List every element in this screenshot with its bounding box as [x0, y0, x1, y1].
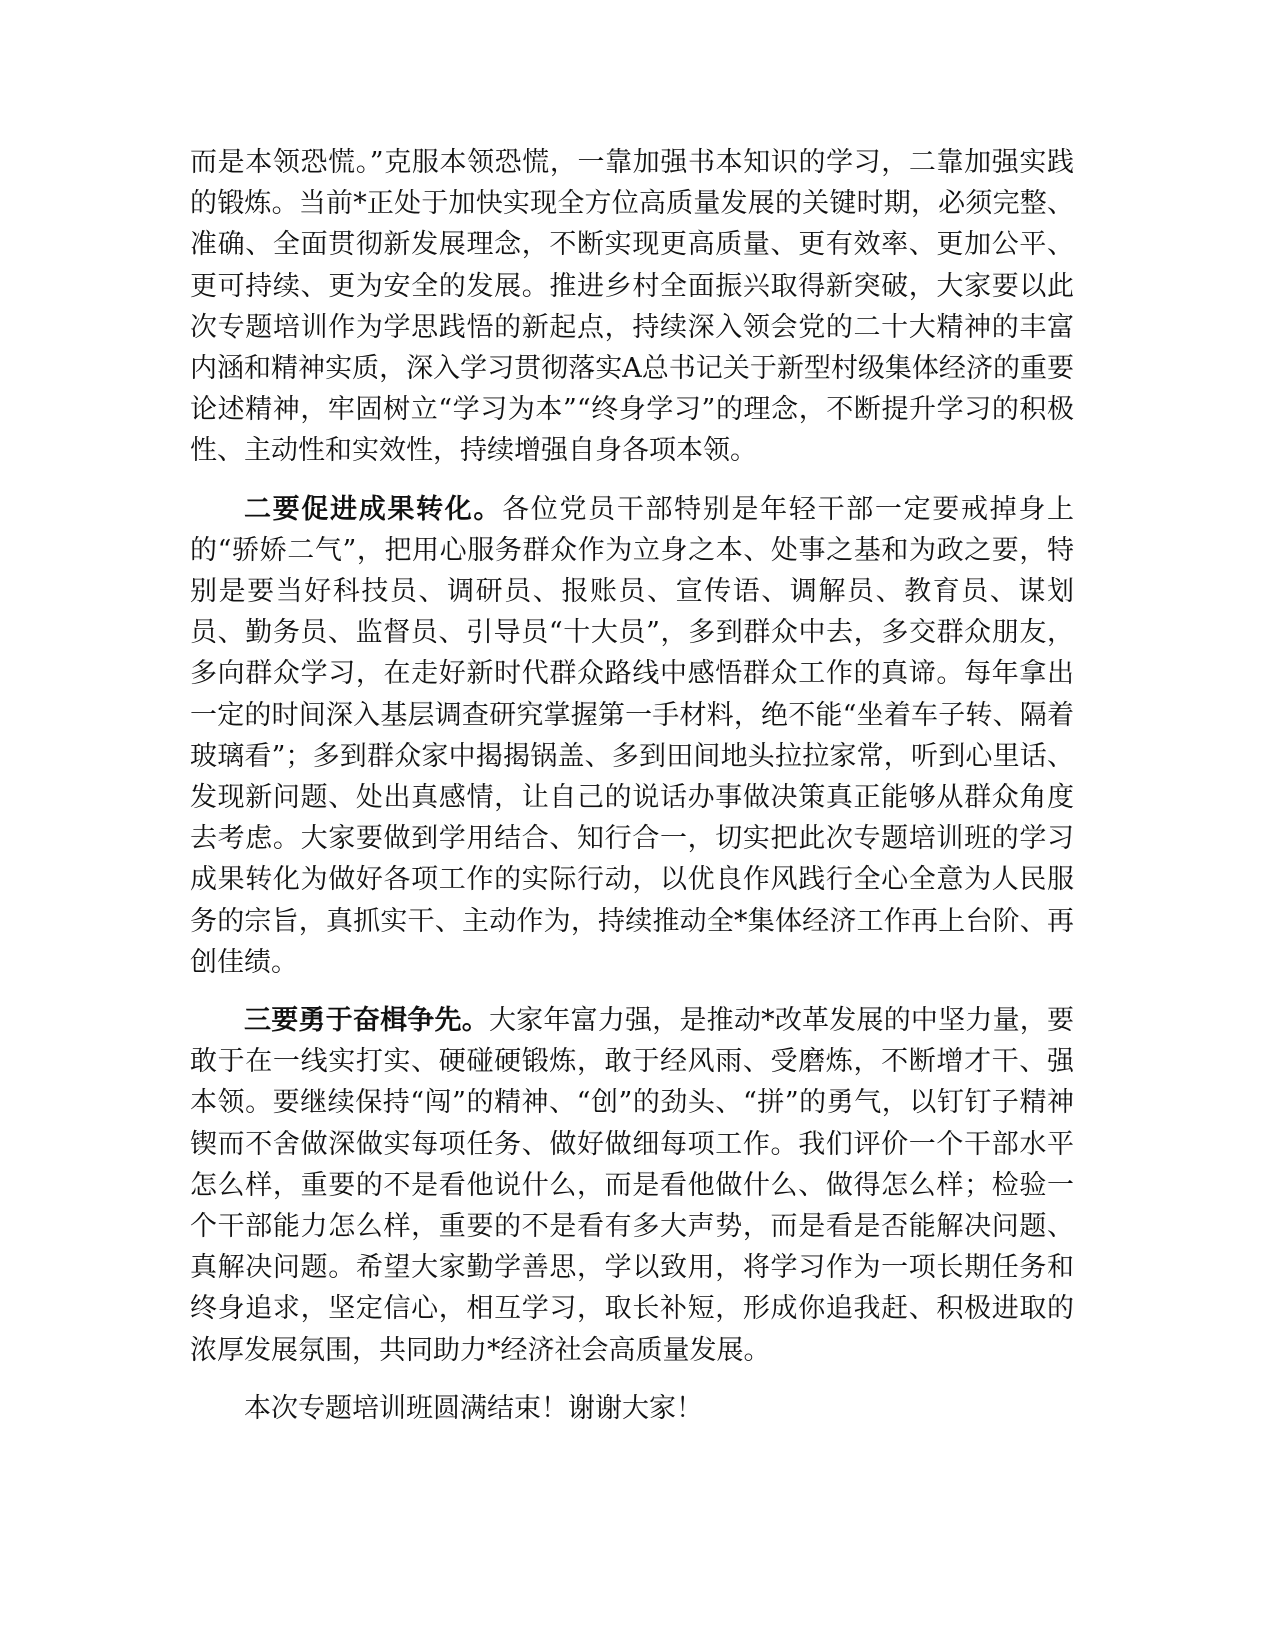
paragraph-text: 大家年富力强，是推动*改革发展的中坚力量，要敢于在一线实打实、硬碰硬锻炼，敢于经风雨、受磨炼，不断增才干、强本领。要继续保持“闯”的精神、“创”的劲头、“拼”的勇气，以钉钉子精神锲而不舍做深做实每项任务、做好做细每项工作。我们评价一个干部水平怎么样，重要的不是看他说什么，而是看他做什么、做得怎么样；检验一个干部能力怎么样，重要的不是看有多大声势，而是看是否能解决问题、真解决问题。希望大家勤学善思，学以致用，将学习作为一项长期任务和终身追求，坚定信心，相互学习，取长补短，形成你追我赶、积极进取的浓厚发展氛围，共同助力*经济社会高质量发展。	[190, 1005, 1075, 1366]
paragraph-closing	[190, 1388, 1074, 1429]
paragraph-heading: 二要促进成果转化。	[244, 493, 503, 525]
paragraph-heading: 三要勇于奋楫争先。	[244, 1005, 489, 1037]
paragraph-promote-results	[190, 489, 1074, 983]
document-body	[190, 142, 1074, 1429]
paragraph-text: 本次专题培训班圆满结束！谢谢大家！	[244, 1392, 703, 1424]
paragraph-text: 各位党员干部特别是年轻干部一定要戒掉身上的“骄娇二气”，把用心服务群众作为立身之本、处事之基和为政之要，特别是要当好科技员、调研员、报账员、宣传语、调解员、教育员、谋划员、勤务员、监督员、引导员“十大员”，多到群众中去，多交群众朋友，多向群众学习，在走好新时代群众路线中感悟群众工作的真谛。每年拿出一定的时间深入基层调查研究掌握第一手材料，绝不能“坐着车子转、隔着玻璃看”；多到群众家中揭揭锅盖、多到田间地头拉拉家常，听到心里话、发现新问题、处出真感情，让自己的说话办事做决策真正能够从群众角度去考虑。大家要做到学用结合、知行合一，切实把此次专题培训班的学习成果转化为做好各项工作的实际行动，以优良作风践行全心全意为人民服务的宗旨，真抓实干、主动作为，持续推动全*集体经济工作再上台阶、再创佳绩。	[190, 493, 1075, 978]
paragraph-continuation	[190, 142, 1074, 472]
paragraph-strive-ahead	[190, 1000, 1074, 1371]
paragraph-text: 而是本领恐慌。”克服本领恐慌，一靠加强书本知识的学习，二靠加强实践的锻炼。当前*正处于加快实现全方位高质量发展的关键时期，必须完整、准确、全面贯彻新发展理念，不断实现更高质量、更有效率、更加公平、更可持续、更为安全的发展。推进乡村全面振兴取得新突破，大家要以此次专题培训作为学思践悟的新起点，持续深入领会党的二十大精神的丰富内涵和精神实质，深入学习贯彻落实A总书记关于新型村级集体经济的重要论述精神，牢固树立“学习为本”“终身学习”的理念，不断提升学习的积极性、主动性和实效性，持续增强自身各项本领。	[190, 147, 1074, 467]
